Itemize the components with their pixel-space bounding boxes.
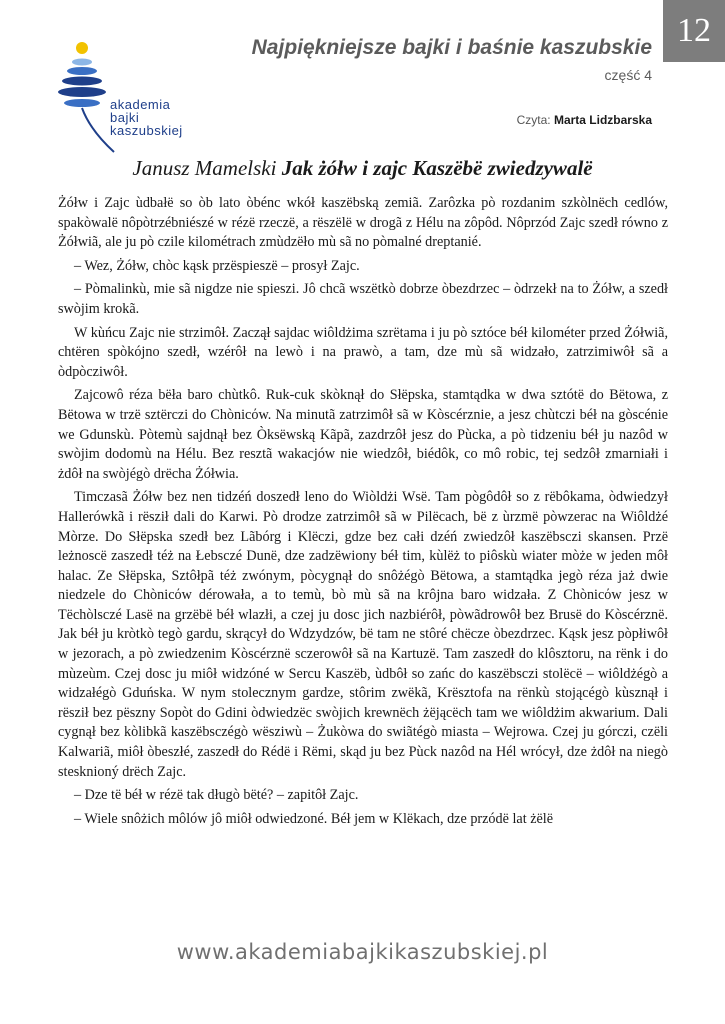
page-number-badge: 12: [663, 0, 725, 62]
logo-wordmark: [110, 98, 220, 137]
story-paragraph: Timczasã Żółw bez nen tidzéń doszedł leno do Wiòldżi Wsë. Tam pògôdôł so z rëbôkama, òdwiedzył Hallerówkã i rësził dali do Karwi. Pò drodze zatrzimôł sã w Pilëcach, bë z ùrzmë pòwzerac na Wiôldżé Mòrze. Do Słëpska szedł bez Lãbórg i Klëczi, gdze bez całi dzéń zwiedzôł kaszëbsczi skansen. Przë leżnoscë zaszedł téż na Łebsczé Dunë, dze zadzëwiony béł tim, kùlëż to piôskù wiater mòże w jeden môł halac. Ze Słëpska, Sztôłpã téż zwónym, pòcygnął do snôżégò Bëtowa, a stamtądka jegò réza jaż dwie niedzele do Chònicόw dérowała, a to temù, bò mù sã na krôjna baro widzała. Z Chònicόw jesz w Tëchòlsczé Lasë na grzëbë béł wlazłi, a czej ju dosc jich nazbiérôł, pòwãdrowôł bez Brusë do Kòscérznë. Jak béł ju kròtkò tegò gardu, skrącył do Wdzydzów, bë tam ne stôré chëcze òbezdrzec. Kąsk jesz pòpłiwôł w jezorach, a pò zwiedzenim Kòscérznë sczerowôł sã na Kartuzë. Tam zaszedł do klôsztoru, na rënk i do mùzeùm. Czej dosc ju miôł widzóné w Sercu Kaszëb, ùdbôł so zańc do kaszëbsczi stolëcë – wiôldżégò a widzałégò Gduńska. W nym stolecznym gardze, stôrim zwëkã, Krësztofa na rënkù stojącégò kùsznął i rësził bez pëszny Sopòt do Gdini òdwiedzëc swòjich krewnëch żëjącëch tam we wiôldżim akwarium. Dali cygnął bez kòlibkã kaszëbsczégò wësziwù – Żukòwa do swiãtégò miasta – Wejrowa. Czej ju górczi, czëli Kalwariã, miôł òbeszłé, zaszedł do Rédë i Rëmi, skąd ju bez Pùck nazôd na Hél wrócył, dze żdôł na niegò stesknioný drëch Zajc.: [58, 489, 668, 780]
logo-wave-1: [72, 59, 92, 66]
story-heading: [0, 156, 725, 181]
story-paragraph: Zajcowô réza bëła baro chùtkô. Ruk-cuk skòknął do Słëpska, stamtądka w dwa sztótë do Bëtowa, z Bëtowa w trzë sztërczi do Chònicόw. Na minutã zatrzimôł sã w Kòscérznie, a jesz chùtczi béł na gòscénie we Gdunskù. Pòtemù sajdnął bez Òksëwską Kãpã, zazdrzôł jesz do Pùcka, a pò tidzeniu béł ju nazôd w swòjim dodomù na Hélu. Bez resztã wakacjów nie wiedzôł, biédôk, co mô robic, tej sedzôł zmarniałi i żdôł na swòjégò drëcha Żółwia.: [58, 387, 668, 482]
reader-credit: [517, 113, 652, 127]
story-dialogue: – Pòmalinkù, mie sã nigdze nie spieszi. Jô chcã wszëtkò dobrze òbezdrzec – òdrzekł na to Żółw, a szedł swòjim krokã.: [58, 281, 668, 317]
logo-wave-5: [64, 99, 100, 107]
series-part: część 4: [604, 67, 652, 83]
series-title: Najpiękniejsze bajki i baśnie kaszubskie: [251, 36, 652, 59]
reader-label: Czyta:: [516, 113, 551, 127]
story-paragraph: W kùńcu Zajc nie strzimôł. Zaczął sajdac wiôldżima szrëtama i ju pò sztóce béł kilométer przed Żółwiã, chtëren spòkójno szedł, wzérôł na lewò i na prawò, a tam, dze mù sã widzało, zatrzimiwôł sã a òdpòcziwôł.: [58, 324, 668, 380]
story-author: Janusz Mamelski: [132, 156, 277, 180]
footer-website-link[interactable]: www.akademiabajkikaszubskiej.pl: [176, 940, 549, 964]
logo-sun-dot: [76, 42, 88, 54]
logo-line-3: kaszubskiej: [110, 123, 183, 138]
story-dialogue: – Wiele snôżich môlów jô miôł odwiedzoné. Béł jem w Klëkach, dze przódë lat żëlë: [74, 810, 554, 827]
story-dialogue: – Wez, Żółw, chòc kąsk przëspieszë – prosył Zajc.: [74, 257, 360, 274]
story-title: Jak żółw i zajc Kaszëbë zwiedzywalë: [281, 156, 593, 180]
logo-wave-3: [62, 77, 102, 86]
story-dialogue: – Dze të béł w rézë tak długò bëté? – zapitôł Zajc.: [74, 787, 359, 804]
story-body: [58, 194, 668, 833]
reader-name: Marta Lidzbarska: [553, 113, 652, 127]
story-paragraph: Żółw i Zajc ùdbałë so òb lato òbénc wkół kaszëbską zemiã. Zarôzka pò rozdanim szkòlnëch cedlów, spakòwalë nôpòtrzébniészé w rézë rzeczë, a rëszëlë w drogã z Hélu na zôpôd. Nôprzód Zajc szedł równo z Żółwiã, ale ju pò czile kilométrach zmùdzëło mù sã no pòmalné dreptanié.: [58, 195, 668, 251]
logo-wave-4: [58, 87, 106, 97]
logo-line-1: akademia: [110, 97, 171, 112]
logo-wave-2: [67, 67, 97, 75]
logo-line-2: bajki: [110, 110, 140, 125]
